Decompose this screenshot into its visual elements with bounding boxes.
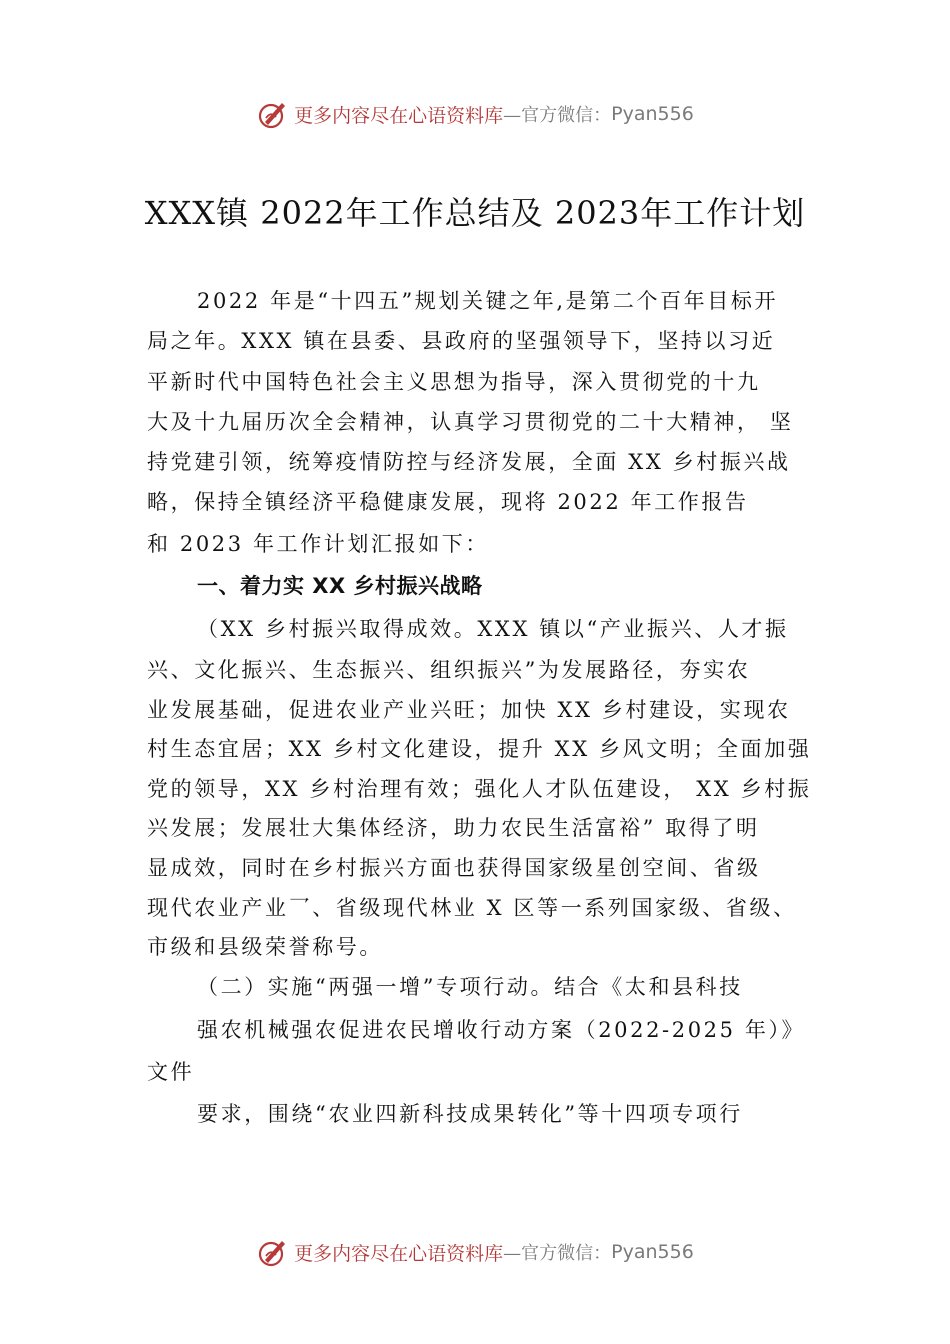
watermark-text: 更多内容尽在心语资料库 (294, 1242, 504, 1265)
watermark-wechat-label: —官方微信： (503, 105, 612, 126)
watermark-wechat-id: Pyan556 (611, 103, 694, 125)
watermark-wechat-id: Pyan556 (611, 1241, 694, 1263)
pen-logo-icon (256, 97, 290, 131)
paragraph-line: 强农机械强农促进农民增收行动方案（2022-2025 年）》 (197, 1018, 806, 1042)
paragraph-line: 兴、文化振兴、生态振兴、组织振兴”为发展路径，夯实农 (147, 658, 751, 682)
paragraph-line: 村生态宜居；XX 乡村文化建设，提升 XX 乡风文明；全面加强 (147, 737, 812, 761)
footer-watermark (0, 1234, 950, 1270)
paragraph-line: 市级和县级荣誉称号。 (147, 935, 383, 959)
paragraph-line: 局之年。XXX 镇在县委、县政府的坚强领导下，坚持以习近 (147, 329, 776, 353)
document-title: XXX镇 2022年工作总结及 2023年工作计划 (144, 194, 806, 232)
section-heading: 一、着力实 XX 乡村振兴战略 (197, 574, 483, 598)
watermark-wechat-label: —官方微信： (503, 1243, 612, 1264)
paragraph-line: （XX 乡村振兴取得成效。XXX 镇以“产业振兴、人才振 (197, 617, 789, 641)
paragraph-line: 党的领导，XX 乡村治理有效；强化人才队伍建设， XX 乡村振 (147, 777, 812, 801)
paragraph-line: 大及十九届历次全会精神，认真学习贯彻党的二十大精神， 坚 (147, 410, 794, 434)
paragraph-line: 业发展基础，促进农业产业兴旺；加快 XX 乡村建设，实现农 (147, 698, 791, 722)
paragraph-line: 平新时代中国特色社会主义思想为指导，深入贯彻党的十九 (147, 370, 761, 394)
paragraph-line: 和 2023 年工作计划汇报如下： (147, 532, 489, 556)
paragraph-line: 文件 (147, 1060, 195, 1084)
subsection-line: （二）实施“两强一增”专项行动。结合《太和县科技 (197, 975, 743, 999)
paragraph-line: 持党建引领，统筹疫情防控与经济发展，全面 XX 乡村振兴战 (147, 450, 791, 474)
paragraph-line: 显成效，同时在乡村振兴方面也获得国家级星创空间、省级 (147, 856, 761, 880)
paragraph-line: 略，保持全镇经济平稳健康发展，现将 2022 年工作报告 (147, 490, 749, 514)
watermark-text: 更多内容尽在心语资料库 (294, 104, 504, 127)
paragraph-line: 现代农业产业⺂、省级现代林业 X 区等一系列国家级、省级、 (147, 896, 797, 920)
pen-logo-icon (256, 1235, 290, 1269)
paragraph-line: 2022 年是“十四五”规划关键之年,是第二个百年目标开 (197, 289, 779, 313)
header-watermark (0, 96, 950, 132)
paragraph-line: 兴发展；发展壮大集体经济，助力农民生活富裕” 取得了明 (147, 816, 760, 840)
paragraph-line: 要求，围绕“农业四新科技成果转化”等十四项专项行 (197, 1102, 743, 1126)
